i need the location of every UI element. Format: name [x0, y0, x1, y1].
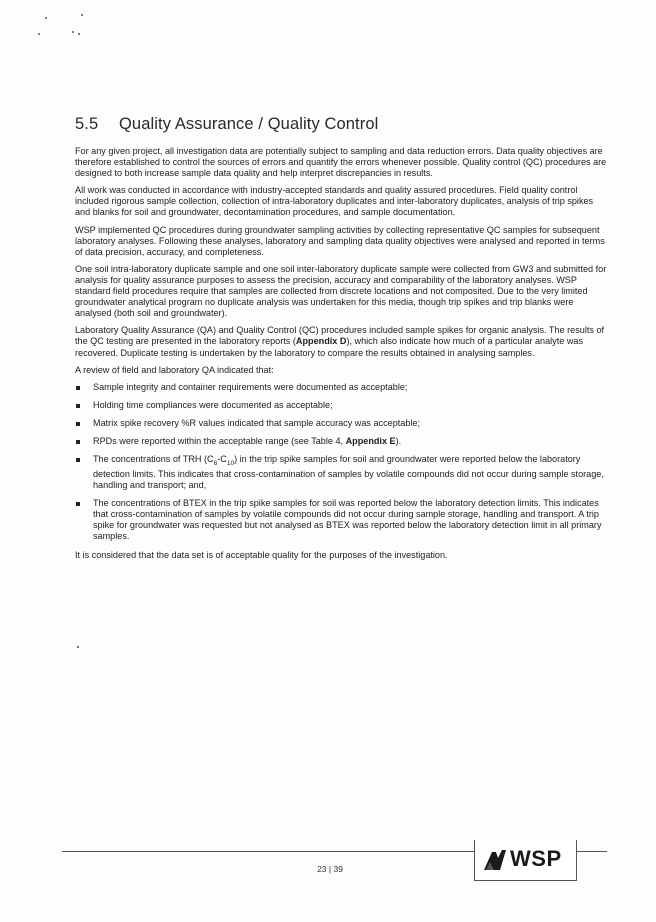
paragraph-duplicates: One soil intra-laboratory duplicate sample and one soil inter-laboratory duplicate sample were collected from GW3 and submitted for analysis for quality assurance purposes to assess the precision, accuracy and comparability of the laboratory analyses. WSP standard field procedures require that samples are collected from discrete locations and not composited. Due to the very limited groundwater analytical program no duplicate analysis was undertaken for this media, though trip spikes and trip blanks were analysed (both soil and groundwater).	[75, 263, 607, 319]
section-body	[75, 146, 607, 567]
list-item-text-end: ).	[395, 435, 402, 446]
list-item	[75, 436, 607, 447]
square-bullet-icon	[76, 458, 80, 462]
list-item-text	[93, 436, 607, 447]
subscript-10: 10	[226, 459, 235, 467]
list-item-text: Sample integrity and container requirements were documented as acceptable;	[93, 381, 408, 392]
square-bullet-icon	[76, 440, 80, 444]
paragraph-lab-qaqc-start: Laboratory Quality Assurance (QA) and Quality Control (QC) procedures included sample spikes for organic analysis. The results of the QC testing are presented in the laboratory reports (	[75, 325, 605, 347]
list-item-text-start: RPDs were reported within the acceptable range (see Table 4,	[93, 435, 346, 446]
square-bullet-icon	[76, 422, 80, 426]
section-heading	[75, 115, 595, 134]
list-item-text: Holding time compliances were documented as acceptable;	[93, 399, 333, 410]
list-item-text: The concentrations of BTEX in the trip spike samples for soil was reported below the laboratory detection limits. This indicates that cross-contamination of samples by volatile compounds did not occur during sample storage, handling and transport. A trip spike for groundwater was requested but not analysed as BTEX was reported below the laboratory detection limit in all primary samples.	[93, 498, 602, 542]
appendix-d-ref: Appendix D	[295, 336, 347, 347]
qa-findings-list	[75, 382, 607, 543]
section-number: 5.5	[75, 115, 99, 133]
paragraph-intro: For any given project, all investigation data are potentially subject to sampling and data reduction errors. Data quality objectives are therefore established to control the sources of errors and quantify the errors whenever possible. Quality control (QC) procedures are designed to both increase sample data quality and help interpret discrepancies in results.	[75, 146, 607, 179]
trh-text-end: ) in the trip spike samples for soil and groundwater were reported below the laboratory detection limits. This indicates that cross-contamination of samples by volatile compounds did not occur during sample storage, handling and transport; and,	[93, 454, 604, 491]
paragraph-conclusion: It is considered that the data set is of acceptable quality for the purposes of the investigation.	[75, 549, 448, 560]
list-item	[75, 498, 607, 542]
paragraph-review-intro: A review of field and laboratory QA indicated that:	[75, 364, 274, 375]
paragraph-standards: All work was conducted in accordance with industry-accepted standards and quality assured procedures. Field quality control included rigorous sample collection, collection of intra-laboratory duplicates and inter-laboratory duplicates, analysis of trip spikes and blanks for soil and groundwater, decontamination procedures, and sample documentation.	[75, 185, 594, 218]
logo-frame-edge	[576, 840, 577, 880]
square-bullet-icon	[76, 502, 80, 506]
list-item	[75, 400, 607, 411]
scan-speck	[77, 646, 79, 648]
subscript-6: 6	[213, 459, 218, 467]
paragraph-qc-procedures: WSP implemented QC procedures during groundwater sampling activities by collecting representative QC samples for subsequent laboratory analyses. Following these analyses, laboratory and sampling data quality objectives were analysed and reported in terms of data precision, accuracy, and completeness.	[75, 224, 605, 257]
list-item-text	[93, 454, 607, 491]
trh-text-start: The concentrations of TRH (C	[93, 454, 214, 465]
square-bullet-icon	[76, 404, 80, 408]
list-item	[75, 418, 607, 429]
section-title: Quality Assurance / Quality Control	[119, 115, 379, 133]
paragraph-lab-qaqc	[75, 325, 607, 358]
appendix-e-ref: Appendix E	[345, 435, 396, 446]
scan-artifacts	[0, 0, 656, 60]
paragraph-lab-qaqc-end: ), which also indicate how much of a particular analyte was recovered. Duplicate testing is undertaken by the laboratory to compare the results obtained in analysing samples.	[75, 336, 583, 358]
footer-rule	[62, 851, 474, 852]
page-number: 23 | 39	[317, 864, 343, 874]
list-item-text: Matrix spike recovery %R values indicated that sample accuracy was acceptable;	[93, 417, 421, 428]
square-bullet-icon	[76, 386, 80, 390]
trh-text-mid: -C	[217, 454, 227, 465]
list-item	[75, 382, 607, 393]
wsp-logo-text: WSP	[510, 846, 562, 871]
footer-rule-right	[577, 851, 607, 852]
list-item	[75, 454, 607, 491]
